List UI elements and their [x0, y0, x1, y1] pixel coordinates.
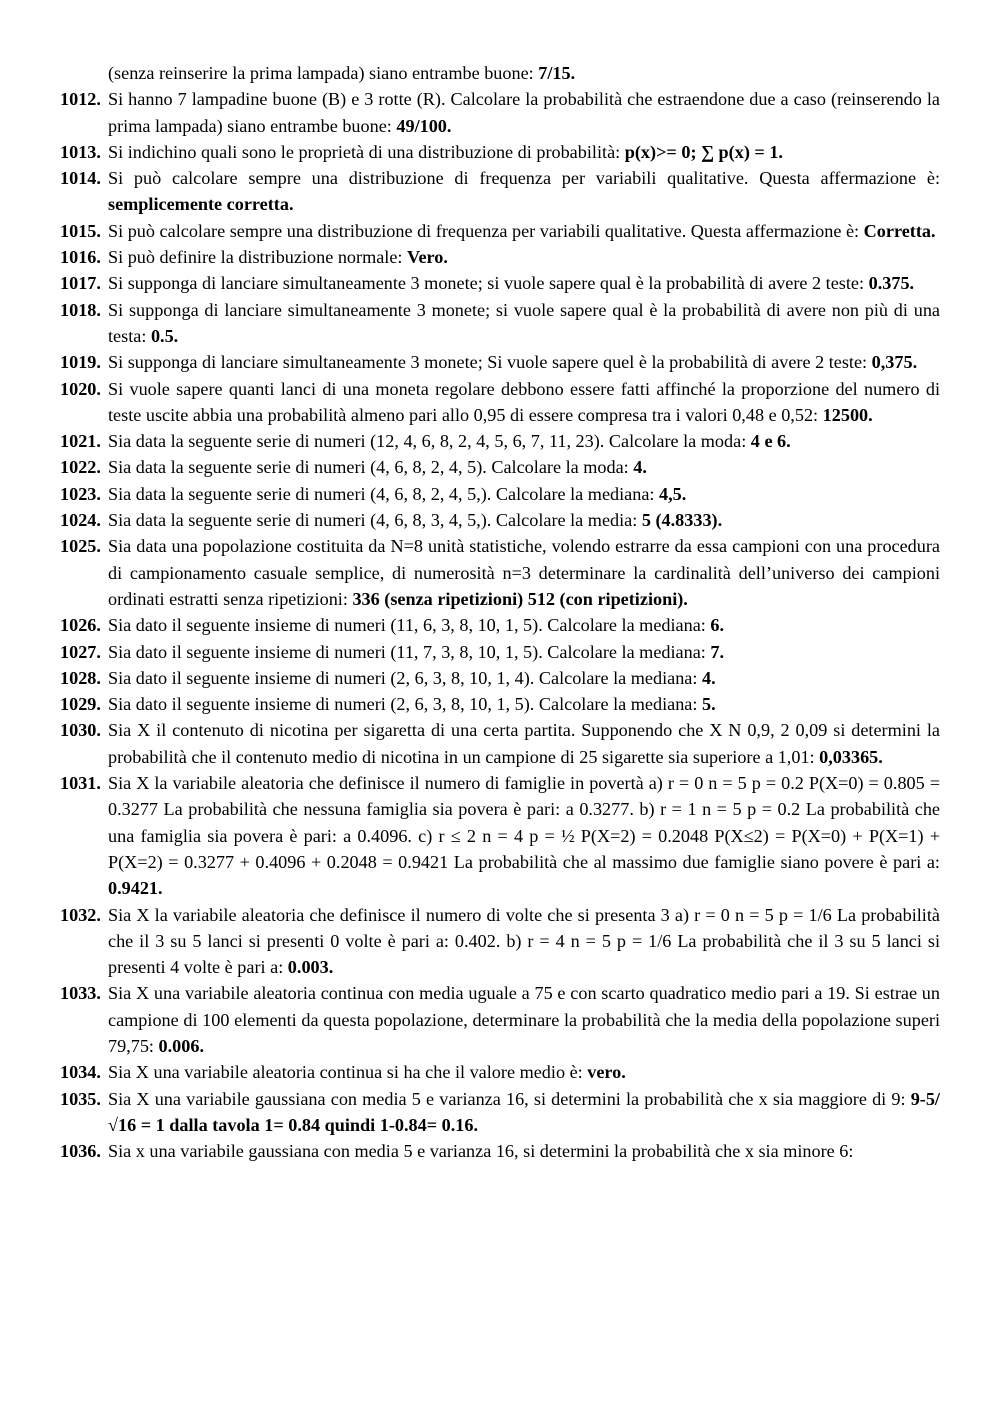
item-text: Sia X una variabile aleatoria continua con media uguale a 75 e con scarto quadratico medio pari a 19. Si estrae un campione di 100 elementi da questa popolazione, determinare la probabilità che la media della popolazione superi 79,75: — [108, 983, 940, 1056]
question-list — [60, 86, 940, 1164]
document-page — [60, 60, 940, 1164]
list-item — [60, 218, 940, 244]
item-text: Sia data la seguente serie di numeri (4, 6, 8, 3, 4, 5,). Calcolare la media: — [108, 510, 642, 531]
item-answer: Corretta. — [863, 220, 936, 241]
item-answer: 6. — [710, 615, 725, 636]
item-answer: 4,5. — [659, 483, 687, 504]
list-item — [60, 717, 940, 770]
item-number: 1023. — [60, 483, 101, 504]
item-number: 1018. — [60, 299, 101, 320]
item-number: 1027. — [60, 641, 101, 662]
item-answer: 0,03365. — [819, 746, 883, 767]
list-item — [60, 691, 940, 717]
item-text: Si può calcolare sempre una distribuzione di frequenza per variabili qualitative. Questa affermazione è: — [108, 220, 864, 241]
item-number: 1029. — [60, 694, 101, 715]
list-item — [60, 86, 940, 139]
item-number: 1034. — [60, 1062, 101, 1083]
item-answer: 336 (senza ripetizioni) 512 (con ripetizioni). — [352, 588, 688, 609]
list-item — [60, 270, 940, 296]
item-answer: 0.003. — [287, 957, 334, 978]
item-text: Sia dato il seguente insieme di numeri (2, 6, 3, 8, 10, 1, 5). Calcolare la mediana: — [108, 694, 702, 715]
list-item — [60, 612, 940, 638]
item-number: 1013. — [60, 141, 101, 162]
item-text: Si hanno 7 lampadine buone (B) e 3 rotte (R). Calcolare la probabilità che estraendone due a caso (reinserendo la prima lampada) siano entrambe buone: — [108, 89, 940, 136]
item-number: 1026. — [60, 615, 101, 636]
list-item — [60, 481, 940, 507]
item-text: Sia X la variabile aleatoria che definisce il numero di volte che si presenta 3 a) r = 0 n = 5 p = 1/6 La probabilità che il 3 su 5 lanci si presenti 0 volte è pari a: 0.402. b) r = 4 n = 5 p = 1/6 La probabilità che il 3 su 5 lanci si presenti 4 volte è pari a: — [108, 904, 940, 978]
list-item — [60, 1059, 940, 1085]
item-answer: 0.375. — [868, 273, 915, 294]
list-item — [60, 1086, 940, 1139]
item-text: Sia dato il seguente insieme di numeri (11, 7, 3, 8, 10, 1, 5). Calcolare la mediana: — [108, 641, 711, 662]
item-text: Sia data la seguente serie di numeri (4, 6, 8, 2, 4, 5,). Calcolare la mediana: — [108, 483, 659, 504]
list-item — [60, 902, 940, 981]
list-item — [60, 507, 940, 533]
item-number: 1012. — [60, 89, 101, 110]
item-number: 1025. — [60, 536, 101, 557]
item-text: Si indichino quali sono le proprietà di una distribuzione di probabilità: — [108, 141, 625, 162]
item-number: 1019. — [60, 352, 101, 373]
item-answer: 5. — [701, 694, 716, 715]
item-number: 1036. — [60, 1141, 101, 1162]
item-text: (senza reinserire la prima lampada) siano entrambe buone: — [108, 63, 539, 83]
item-text: Si supponga di lanciare simultaneamente 3 monete; si vuole sapere qual è la probabilità di avere 2 teste: — [108, 273, 869, 294]
item-answer: 49/100. — [396, 115, 452, 136]
list-item — [60, 376, 940, 429]
list-item — [60, 980, 940, 1059]
item-number: 1033. — [60, 983, 101, 1004]
item-text: Sia data la seguente serie di numeri (12, 4, 6, 8, 2, 4, 5, 6, 7, 11, 23). Calcolare la moda: — [108, 431, 751, 452]
item-text: Si supponga di lanciare simultaneamente 3 monete; Si vuole sapere quel è la probabilità di avere 2 teste: — [108, 352, 872, 373]
list-item — [60, 454, 940, 480]
item-text: Sia X una variabile gaussiana con media 5 e varianza 16, si determini la probabilità che x sia maggiore di 9: — [108, 1088, 911, 1109]
item-text: Si vuole sapere quanti lanci di una moneta regolare debbono essere fatti affinché la proporzione del numero di teste uscite abbia una probabilità almeno pari allo 0,95 di essere compresa tra i valori 0,48 e 0,52: — [108, 378, 940, 425]
item-text: Sia data la seguente serie di numeri (4, 6, 8, 2, 4, 5). Calcolare la moda: — [108, 457, 634, 478]
item-text: Si può definire la distribuzione normale: — [108, 247, 408, 268]
item-text: Si può calcolare sempre una distribuzione di frequenza per variabili qualitative. Questa affermazione è: — [108, 168, 940, 189]
item-number: 1028. — [60, 667, 101, 688]
item-answer: 0,375. — [871, 352, 918, 373]
list-item — [60, 665, 940, 691]
list-item — [60, 1138, 940, 1164]
item-number: 1031. — [60, 773, 101, 794]
item-text: Sia data una popolazione costituita da N=8 unità statistiche, volendo estrarre da essa campioni con una procedura di campionamento casuale semplice, di numerosità n=3 determinare la cardinalità dell’universo dei campioni ordinati estratti senza ripetizioni: — [108, 536, 940, 609]
item-text: Sia X la variabile aleatoria che definisce il numero di famiglie in povertà a) r = 0 n = 5 p = 0.2 P(X=0) = 0.805 = 0.3277 La probabilità che nessuna famiglia sia povera è pari: a 0.3277. b) r = 1 n = 5 p = 0.2 La probabilità che una famiglia sia povera è pari: a 0.4096. c) r ≤ 2 n = 4 p = ½ P(X=2) = 0.2048 P(X≤2) = P(X=0) + P(X=1) + P(X=2) = 0.3277 + 0.4096 + 0.2048 = 0.9421 La probabilità che al massimo due famiglie siano povere è pari a: — [108, 773, 940, 872]
item-text: Si supponga di lanciare simultaneamente 3 monete; si vuole sapere qual è la probabilità di avere non più di una testa: — [108, 299, 940, 346]
item-answer: 0.006. — [158, 1035, 204, 1056]
item-answer: 9-5/√16 = 1 dalla tavola 1= 0.84 quindi 1-0.84= 0.16. — [108, 1088, 940, 1135]
item-answer: 0.5. — [150, 325, 179, 346]
item-number: 1016. — [60, 247, 101, 268]
list-item — [60, 428, 940, 454]
item-answer: 12500. — [822, 404, 873, 425]
item-number: 1032. — [60, 904, 101, 925]
item-answer: semplicemente corretta. — [108, 194, 294, 215]
list-item — [60, 533, 940, 612]
item-number: 1014. — [60, 168, 101, 189]
item-number: 1030. — [60, 720, 101, 741]
item-answer: 4. — [633, 457, 647, 478]
item-number: 1015. — [60, 220, 101, 241]
item-answer: 4. — [701, 667, 716, 688]
item-answer: 7. — [710, 641, 725, 662]
item-text: Sia dato il seguente insieme di numeri (2, 6, 3, 8, 10, 1, 4). Calcolare la mediana: — [108, 667, 702, 688]
item-answer: 5 (4.8333). — [641, 510, 723, 531]
item-answer: 7/15. — [538, 63, 576, 83]
item-text: Sia x una variabile gaussiana con media 5 e varianza 16, si determini la probabilità che x sia minore 6: — [108, 1141, 854, 1162]
item-number: 1035. — [60, 1088, 101, 1109]
item-number: 1021. — [60, 431, 101, 452]
list-item — [60, 770, 940, 901]
continuation-text — [108, 60, 940, 86]
list-item — [60, 139, 940, 165]
item-number: 1022. — [60, 457, 101, 478]
list-item — [60, 349, 940, 375]
item-number: 1020. — [60, 378, 101, 399]
item-answer: 4 e 6. — [750, 431, 791, 452]
item-answer: Vero. — [407, 247, 448, 268]
item-number: 1017. — [60, 273, 101, 294]
list-item — [60, 639, 940, 665]
item-answer: 0.9421. — [108, 878, 163, 899]
item-text: Sia X una variabile aleatoria continua si ha che il valore medio è: — [108, 1062, 588, 1083]
item-answer: vero. — [587, 1062, 626, 1083]
item-answer: p(x)>= 0; ∑ p(x) = 1. — [624, 141, 783, 162]
item-number: 1024. — [60, 510, 101, 531]
list-item — [60, 297, 940, 350]
list-item — [60, 165, 940, 218]
list-item — [60, 244, 940, 270]
item-text: Sia X il contenuto di nicotina per sigaretta di una certa partita. Supponendo che X N 0,9, 2 0,09 si determini la probabilità che il contenuto medio di nicotina in un campione di 25 sigarette sia superiore a 1,01: — [108, 720, 940, 767]
item-text: Sia dato il seguente insieme di numeri (11, 6, 3, 8, 10, 1, 5). Calcolare la mediana: — [108, 615, 711, 636]
